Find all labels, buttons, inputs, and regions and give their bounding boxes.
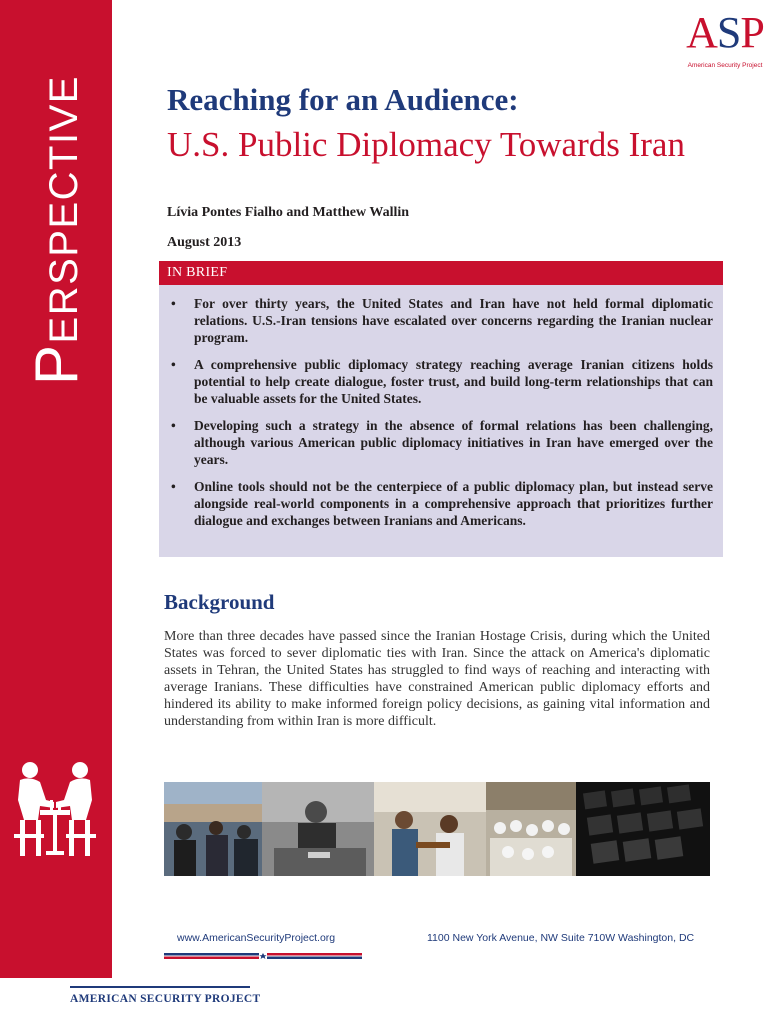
website-link[interactable]: www.AmericanSecurityProject.org: [177, 932, 336, 944]
asp-logo: [686, 8, 764, 76]
photo-music-class: [374, 782, 486, 876]
page-title-line2: U.S. Public Diplomacy Towards Iran: [167, 125, 685, 164]
logo-letter-s: S: [716, 8, 741, 57]
asp-logo-letters: [686, 8, 764, 58]
brief-item: • A comprehensive public diplomacy strategy reaching average Iranian citizens holds potential to help create dialogue, foster trust, and build long-term relationships that can be valuable assets for the United States.: [159, 356, 723, 407]
logo-letter-a: A: [686, 8, 717, 57]
brief-item: • For over thirty years, the United States and Iran have not held formal diplomatic relations. U.S.-Iran tensions have escalated over concerns regarding the Iranian nuclear program.: [159, 295, 723, 346]
brief-item: • Developing such a strategy in the absence of formal relations has been challenging, although various American public diplomacy initiatives in Iran have emerged over the years.: [159, 417, 723, 468]
organization-name: AMERICAN SECURITY PROJECT: [70, 993, 261, 1005]
in-brief-list: [159, 295, 723, 539]
photo-students: [486, 782, 576, 876]
authors: Lívia Pontes Fialho and Matthew Wallin: [167, 205, 410, 220]
background-heading: Background: [164, 590, 275, 614]
in-brief-header: [159, 261, 723, 285]
chess-players-icon: [10, 756, 102, 860]
perspective-label: [23, 75, 90, 385]
perspective-initial: P: [23, 343, 90, 385]
photo-crowd: [164, 782, 262, 876]
photo-official-desk: [262, 782, 374, 876]
perspective-rest: ERSPECTIVE: [42, 75, 86, 344]
in-brief-box: [159, 285, 723, 557]
asp-logo-subtitle: American Security Project: [687, 62, 763, 69]
flag-stripe-icon: [164, 953, 362, 959]
photo-collage: [164, 782, 710, 876]
page-title-line1: Reaching for an Audience:: [167, 82, 519, 117]
footer-divider: [70, 986, 250, 988]
photo-keyboard: [576, 782, 710, 876]
perspective-sidebar: [0, 0, 112, 978]
in-brief-label: IN BRIEF: [167, 265, 228, 280]
office-address: 1100 New York Avenue, NW Suite 710W Washington, DC: [427, 932, 695, 944]
brief-item: • Online tools should not be the centerpiece of a public diplomacy plan, but instead serve alongside real-world components in a comprehensive approach that prioritizes further dialogue and exchanges between Iranians and Americans.: [159, 478, 723, 529]
background-paragraph: More than three decades have passed since the Iranian Hostage Crisis, during which the United States was forced to sever diplomatic ties with Iran. Since the attack on America's diplomatic assets in Tehran, the United States has struggled to find ways of reaching and interacting with average Iranians. These difficulties have constrained American public diplomacy efforts and hindered its ability to make informed foreign policy decisions, as gaining vital information and understanding from within Iran is more difficult.: [164, 629, 710, 729]
publication-date: August 2013: [167, 235, 242, 250]
logo-letter-p: P: [740, 8, 764, 57]
